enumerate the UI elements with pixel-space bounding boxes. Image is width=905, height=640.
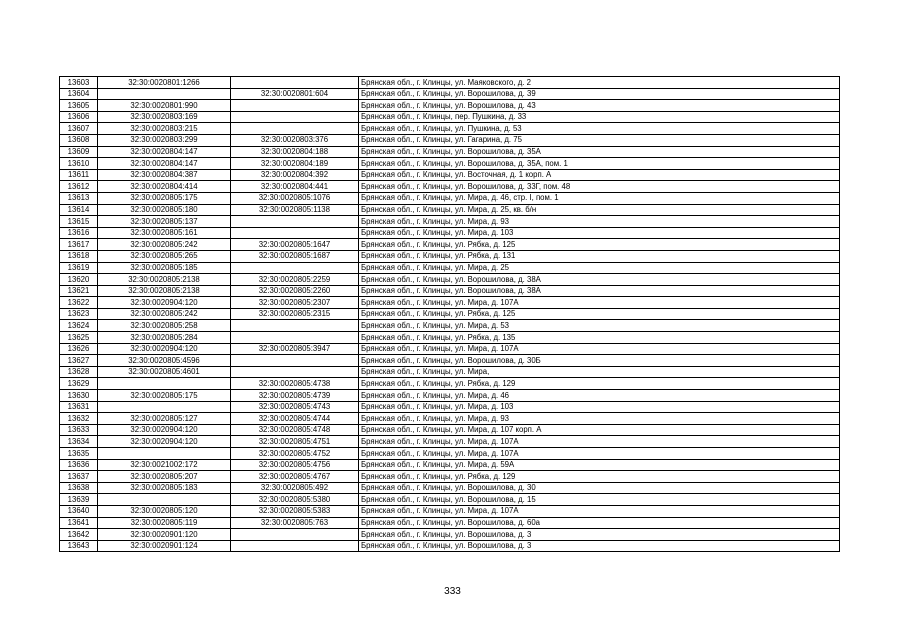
- table-row: [60, 146, 840, 158]
- table-row: [60, 355, 840, 367]
- table-row: [60, 134, 840, 146]
- row-number-cell: 13615: [60, 216, 98, 228]
- building-cadastral-cell: 32:30:0020805:3947: [231, 343, 359, 355]
- parcel-cadastral-cell: 32:30:0020904:120: [98, 436, 231, 448]
- row-number-cell: 13613: [60, 192, 98, 204]
- row-number-cell: 13642: [60, 529, 98, 541]
- building-cadastral-cell: 32:30:0020805:4751: [231, 436, 359, 448]
- table-row: [60, 111, 840, 123]
- building-cadastral-cell: 32:30:0020805:1138: [231, 204, 359, 216]
- building-cadastral-cell: 32:30:0020805:763: [231, 517, 359, 529]
- building-cadastral-cell: 32:30:0020804:441: [231, 181, 359, 193]
- table-row: [60, 471, 840, 483]
- building-cadastral-cell: [231, 123, 359, 135]
- parcel-cadastral-cell: [98, 448, 231, 460]
- building-cadastral-cell: 32:30:0020804:188: [231, 146, 359, 158]
- address-cell: Брянская обл., г. Клинцы, ул. Мира, д. 103: [359, 401, 840, 413]
- building-cadastral-cell: 32:30:0020804:392: [231, 169, 359, 181]
- row-number-cell: 13616: [60, 227, 98, 239]
- row-number-cell: 13630: [60, 390, 98, 402]
- parcel-cadastral-cell: 32:30:0020904:120: [98, 424, 231, 436]
- parcel-cadastral-cell: 32:30:0020805:175: [98, 192, 231, 204]
- parcel-cadastral-cell: 32:30:0020805:183: [98, 482, 231, 494]
- table-row: [60, 216, 840, 228]
- table-row: [60, 482, 840, 494]
- parcel-cadastral-cell: [98, 401, 231, 413]
- building-cadastral-cell: 32:30:0020805:1647: [231, 239, 359, 251]
- table-row: [60, 448, 840, 460]
- address-cell: Брянская обл., г. Клинцы, ул. Ворошилова, д. 38А: [359, 285, 840, 297]
- address-cell: Брянская обл., г. Клинцы, ул. Восточная, д. 1 корп. А: [359, 169, 840, 181]
- row-number-cell: 13610: [60, 158, 98, 170]
- table-row: [60, 88, 840, 100]
- parcel-cadastral-cell: 32:30:0020901:124: [98, 540, 231, 552]
- table-row: [60, 123, 840, 135]
- building-cadastral-cell: 32:30:0020805:4744: [231, 413, 359, 425]
- row-number-cell: 13606: [60, 111, 98, 123]
- row-number-cell: 13628: [60, 366, 98, 378]
- building-cadastral-cell: [231, 355, 359, 367]
- table-row: [60, 332, 840, 344]
- row-number-cell: 13643: [60, 540, 98, 552]
- parcel-cadastral-cell: 32:30:0020803:299: [98, 134, 231, 146]
- parcel-cadastral-cell: 32:30:0020805:258: [98, 320, 231, 332]
- building-cadastral-cell: 32:30:0020804:189: [231, 158, 359, 170]
- table-row: [60, 77, 840, 89]
- table-row: [60, 239, 840, 251]
- building-cadastral-cell: [231, 216, 359, 228]
- row-number-cell: 13625: [60, 332, 98, 344]
- parcel-cadastral-cell: 32:30:0020805:242: [98, 308, 231, 320]
- row-number-cell: 13621: [60, 285, 98, 297]
- parcel-cadastral-cell: 32:30:0020805:207: [98, 471, 231, 483]
- building-cadastral-cell: [231, 529, 359, 541]
- parcel-cadastral-cell: 32:30:0020805:119: [98, 517, 231, 529]
- row-number-cell: 13608: [60, 134, 98, 146]
- row-number-cell: 13604: [60, 88, 98, 100]
- address-cell: Брянская обл., г. Клинцы, ул. Мира,: [359, 366, 840, 378]
- address-cell: Брянская обл., г. Клинцы, ул. Рябка, д. 125: [359, 239, 840, 251]
- row-number-cell: 13609: [60, 146, 98, 158]
- table-row: [60, 494, 840, 506]
- row-number-cell: 13622: [60, 297, 98, 309]
- building-cadastral-cell: 32:30:0020805:2260: [231, 285, 359, 297]
- page-number: 333: [444, 586, 461, 597]
- address-cell: Брянская обл., г. Клинцы, ул. Ворошилова, д. 33Г, пом. 48: [359, 181, 840, 193]
- registry-table-body: [60, 77, 840, 552]
- row-number-cell: 13603: [60, 77, 98, 89]
- address-cell: Брянская обл., г. Клинцы, ул. Ворошилова, д. 3: [359, 529, 840, 541]
- row-number-cell: 13637: [60, 471, 98, 483]
- row-number-cell: 13619: [60, 262, 98, 274]
- address-cell: Брянская обл., г. Клинцы, ул. Мира, д. 25: [359, 262, 840, 274]
- address-cell: Брянская обл., г. Клинцы, ул. Мира, д. 46, стр. I, пом. 1: [359, 192, 840, 204]
- row-number-cell: 13627: [60, 355, 98, 367]
- table-row: [60, 366, 840, 378]
- parcel-cadastral-cell: 32:30:0020804:387: [98, 169, 231, 181]
- parcel-cadastral-cell: 32:30:0020805:185: [98, 262, 231, 274]
- building-cadastral-cell: [231, 332, 359, 344]
- row-number-cell: 13633: [60, 424, 98, 436]
- building-cadastral-cell: 32:30:0020805:4752: [231, 448, 359, 460]
- parcel-cadastral-cell: 32:30:0020804:414: [98, 181, 231, 193]
- row-number-cell: 13605: [60, 100, 98, 112]
- table-row: [60, 401, 840, 413]
- building-cadastral-cell: [231, 262, 359, 274]
- parcel-cadastral-cell: 32:30:0021002:172: [98, 459, 231, 471]
- table-row: [60, 297, 840, 309]
- address-cell: Брянская обл., г. Клинцы, ул. Ворошилова, д. 43: [359, 100, 840, 112]
- address-cell: Брянская обл., г. Клинцы, ул. Ворошилова, д. 30: [359, 482, 840, 494]
- parcel-cadastral-cell: 32:30:0020805:120: [98, 505, 231, 517]
- address-cell: Брянская обл., г. Клинцы, ул. Мира, д. 103: [359, 227, 840, 239]
- parcel-cadastral-cell: 32:30:0020804:147: [98, 146, 231, 158]
- address-cell: Брянская обл., г. Клинцы, ул. Мира, д. 107А: [359, 297, 840, 309]
- building-cadastral-cell: 32:30:0020803:376: [231, 134, 359, 146]
- address-cell: Брянская обл., г. Клинцы, ул. Пушкина, д. 53: [359, 123, 840, 135]
- address-cell: Брянская обл., г. Клинцы, ул. Мира, д. 107А: [359, 505, 840, 517]
- address-cell: Брянская обл., г. Клинцы, ул. Рябка, д. 135: [359, 332, 840, 344]
- address-cell: Брянская обл., г. Клинцы, пер. Пушкина, д. 33: [359, 111, 840, 123]
- address-cell: Брянская обл., г. Клинцы, ул. Ворошилова, д. 39: [359, 88, 840, 100]
- row-number-cell: 13624: [60, 320, 98, 332]
- address-cell: Брянская обл., г. Клинцы, ул. Мира, д. 93: [359, 413, 840, 425]
- table-row: [60, 320, 840, 332]
- parcel-cadastral-cell: 32:30:0020805:284: [98, 332, 231, 344]
- address-cell: Брянская обл., г. Клинцы, ул. Рябка, д. 125: [359, 308, 840, 320]
- parcel-cadastral-cell: [98, 378, 231, 390]
- address-cell: Брянская обл., г. Клинцы, ул. Ворошилова, д. 15: [359, 494, 840, 506]
- table-row: [60, 529, 840, 541]
- parcel-cadastral-cell: 32:30:0020805:242: [98, 239, 231, 251]
- address-cell: Брянская обл., г. Клинцы, ул. Маяковского, д. 2: [359, 77, 840, 89]
- address-cell: Брянская обл., г. Клинцы, ул. Ворошилова, д. 3: [359, 540, 840, 552]
- address-cell: Брянская обл., г. Клинцы, ул. Рябка, д. 131: [359, 250, 840, 262]
- parcel-cadastral-cell: 32:30:0020805:137: [98, 216, 231, 228]
- row-number-cell: 13617: [60, 239, 98, 251]
- row-number-cell: 13612: [60, 181, 98, 193]
- parcel-cadastral-cell: 32:30:0020904:120: [98, 297, 231, 309]
- table-row: [60, 192, 840, 204]
- parcel-cadastral-cell: 32:30:0020805:265: [98, 250, 231, 262]
- parcel-cadastral-cell: 32:30:0020904:120: [98, 343, 231, 355]
- row-number-cell: 13623: [60, 308, 98, 320]
- building-cadastral-cell: [231, 540, 359, 552]
- parcel-cadastral-cell: 32:30:0020805:175: [98, 390, 231, 402]
- building-cadastral-cell: 32:30:0020805:1076: [231, 192, 359, 204]
- building-cadastral-cell: [231, 366, 359, 378]
- row-number-cell: 13620: [60, 274, 98, 286]
- parcel-cadastral-cell: 32:30:0020803:215: [98, 123, 231, 135]
- address-cell: Брянская обл., г. Клинцы, ул. Ворошилова, д. 30Б: [359, 355, 840, 367]
- row-number-cell: 13636: [60, 459, 98, 471]
- parcel-cadastral-cell: 32:30:0020803:169: [98, 111, 231, 123]
- address-cell: Брянская обл., г. Клинцы, ул. Мира, д. 107 корп. А: [359, 424, 840, 436]
- row-number-cell: 13626: [60, 343, 98, 355]
- table-row: [60, 250, 840, 262]
- building-cadastral-cell: 32:30:0020805:4738: [231, 378, 359, 390]
- address-cell: Брянская обл., г. Клинцы, ул. Мира, д. 107А: [359, 448, 840, 460]
- address-cell: Брянская обл., г. Клинцы, ул. Ворошилова, д. 60а: [359, 517, 840, 529]
- address-cell: Брянская обл., г. Клинцы, ул. Мира, д. 107А: [359, 343, 840, 355]
- table-row: [60, 169, 840, 181]
- row-number-cell: 13614: [60, 204, 98, 216]
- building-cadastral-cell: 32:30:0020805:5383: [231, 505, 359, 517]
- parcel-cadastral-cell: 32:30:0020805:4601: [98, 366, 231, 378]
- row-number-cell: 13611: [60, 169, 98, 181]
- table-row: [60, 413, 840, 425]
- parcel-cadastral-cell: 32:30:0020804:147: [98, 158, 231, 170]
- address-cell: Брянская обл., г. Клинцы, ул. Рябка, д. 129: [359, 471, 840, 483]
- table-row: [60, 540, 840, 552]
- table-row: [60, 204, 840, 216]
- row-number-cell: 13632: [60, 413, 98, 425]
- building-cadastral-cell: [231, 227, 359, 239]
- row-number-cell: 13631: [60, 401, 98, 413]
- building-cadastral-cell: 32:30:0020805:1687: [231, 250, 359, 262]
- row-number-cell: 13607: [60, 123, 98, 135]
- parcel-cadastral-cell: 32:30:0020801:1266: [98, 77, 231, 89]
- table-row: [60, 274, 840, 286]
- building-cadastral-cell: 32:30:0020805:4739: [231, 390, 359, 402]
- parcel-cadastral-cell: 32:30:0020805:4596: [98, 355, 231, 367]
- building-cadastral-cell: 32:30:0020805:492: [231, 482, 359, 494]
- parcel-cadastral-cell: 32:30:0020805:180: [98, 204, 231, 216]
- building-cadastral-cell: [231, 100, 359, 112]
- parcel-cadastral-cell: 32:30:0020901:120: [98, 529, 231, 541]
- row-number-cell: 13629: [60, 378, 98, 390]
- table-row: [60, 424, 840, 436]
- row-number-cell: 13639: [60, 494, 98, 506]
- address-cell: Брянская обл., г. Клинцы, ул. Мира, д. 46: [359, 390, 840, 402]
- building-cadastral-cell: 32:30:0020805:4767: [231, 471, 359, 483]
- row-number-cell: 13634: [60, 436, 98, 448]
- parcel-cadastral-cell: [98, 494, 231, 506]
- row-number-cell: 13638: [60, 482, 98, 494]
- registry-table: [59, 76, 840, 552]
- building-cadastral-cell: [231, 111, 359, 123]
- building-cadastral-cell: 32:30:0020805:5380: [231, 494, 359, 506]
- table-row: [60, 517, 840, 529]
- address-cell: Брянская обл., г. Клинцы, ул. Мира, д. 59А: [359, 459, 840, 471]
- table-row: [60, 308, 840, 320]
- address-cell: Брянская обл., г. Клинцы, ул. Мира, д. 25, кв. б/н: [359, 204, 840, 216]
- table-row: [60, 100, 840, 112]
- building-cadastral-cell: [231, 77, 359, 89]
- row-number-cell: 13640: [60, 505, 98, 517]
- table-row: [60, 436, 840, 448]
- address-cell: Брянская обл., г. Клинцы, ул. Мира, д. 93: [359, 216, 840, 228]
- row-number-cell: 13618: [60, 250, 98, 262]
- building-cadastral-cell: 32:30:0020805:2307: [231, 297, 359, 309]
- building-cadastral-cell: 32:30:0020805:2315: [231, 308, 359, 320]
- parcel-cadastral-cell: [98, 88, 231, 100]
- building-cadastral-cell: 32:30:0020805:4743: [231, 401, 359, 413]
- table-row: [60, 459, 840, 471]
- table-row: [60, 227, 840, 239]
- table-row: [60, 158, 840, 170]
- building-cadastral-cell: 32:30:0020801:604: [231, 88, 359, 100]
- table-row: [60, 505, 840, 517]
- parcel-cadastral-cell: 32:30:0020801:990: [98, 100, 231, 112]
- table-row: [60, 390, 840, 402]
- parcel-cadastral-cell: 32:30:0020805:161: [98, 227, 231, 239]
- address-cell: Брянская обл., г. Клинцы, ул. Ворошилова, д. 38А: [359, 274, 840, 286]
- building-cadastral-cell: 32:30:0020805:4756: [231, 459, 359, 471]
- address-cell: Брянская обл., г. Клинцы, ул. Мира, д. 53: [359, 320, 840, 332]
- table-row: [60, 285, 840, 297]
- parcel-cadastral-cell: 32:30:0020805:2138: [98, 274, 231, 286]
- table-row: [60, 343, 840, 355]
- address-cell: Брянская обл., г. Клинцы, ул. Ворошилова, д. 35А: [359, 146, 840, 158]
- parcel-cadastral-cell: 32:30:0020805:2138: [98, 285, 231, 297]
- building-cadastral-cell: 32:30:0020805:4748: [231, 424, 359, 436]
- table-row: [60, 262, 840, 274]
- parcel-cadastral-cell: 32:30:0020805:127: [98, 413, 231, 425]
- address-cell: Брянская обл., г. Клинцы, ул. Гагарина, д. 75: [359, 134, 840, 146]
- table-row: [60, 181, 840, 193]
- row-number-cell: 13641: [60, 517, 98, 529]
- table-row: [60, 378, 840, 390]
- building-cadastral-cell: [231, 320, 359, 332]
- address-cell: Брянская обл., г. Клинцы, ул. Мира, д. 107А: [359, 436, 840, 448]
- row-number-cell: 13635: [60, 448, 98, 460]
- address-cell: Брянская обл., г. Клинцы, ул. Ворошилова, д. 35А, пом. 1: [359, 158, 840, 170]
- building-cadastral-cell: 32:30:0020805:2259: [231, 274, 359, 286]
- address-cell: Брянская обл., г. Клинцы, ул. Рябка, д. 129: [359, 378, 840, 390]
